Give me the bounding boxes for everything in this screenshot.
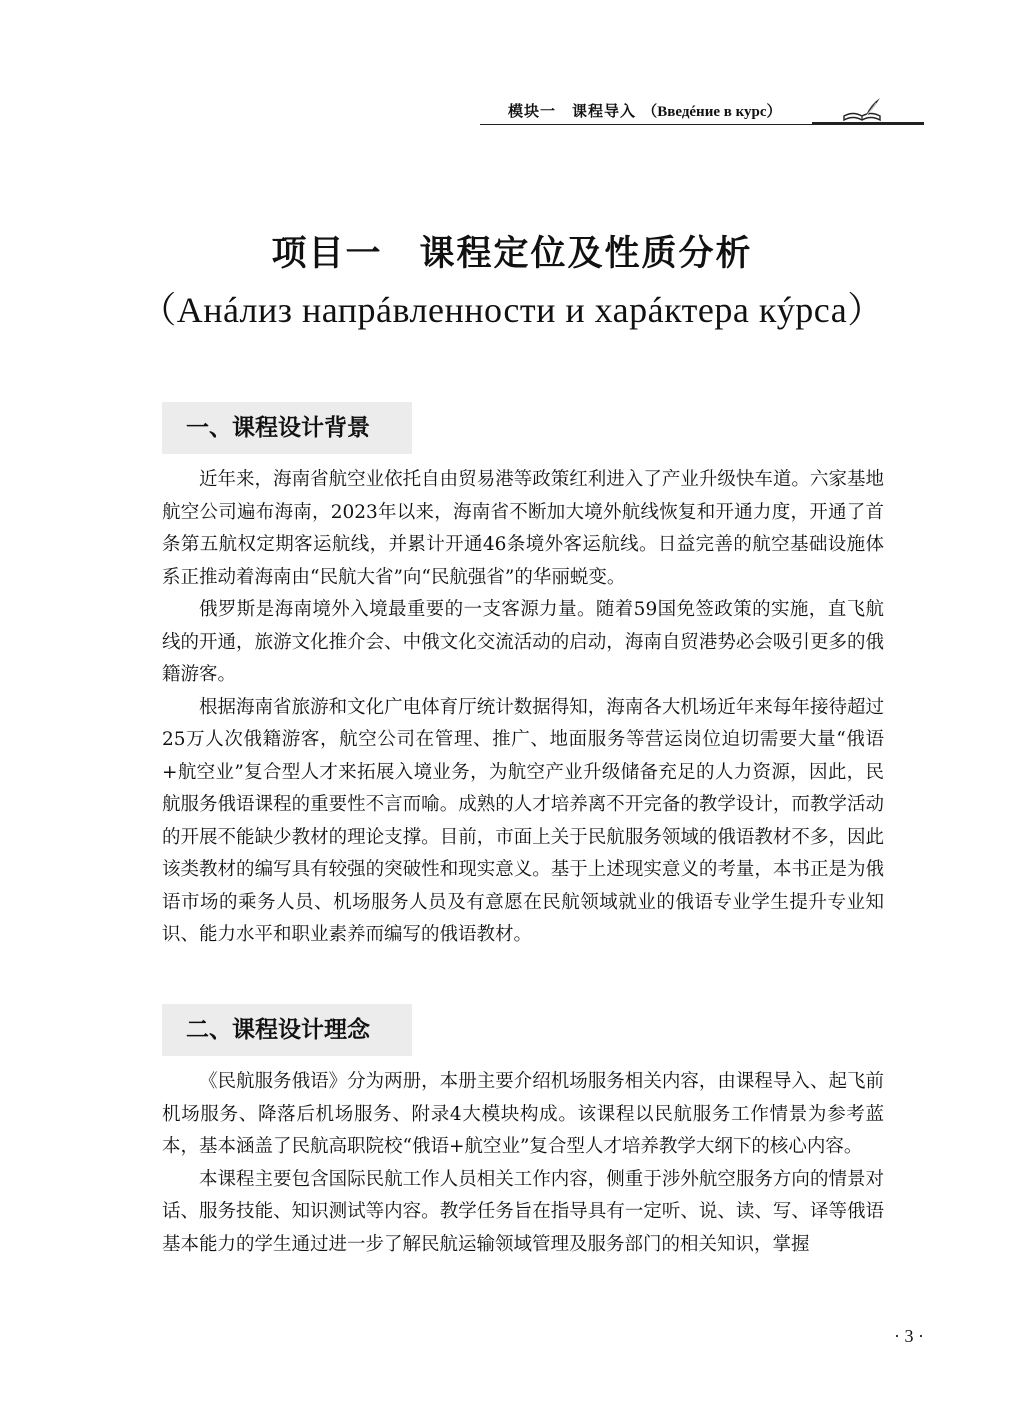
section-heading-background: 一、课程设计背景: [162, 402, 412, 454]
paragraph: 俄罗斯是海南境外入境最重要的一支客源力量。随着59国免签政策的实施，直飞航线的开通，旅游文化推介会、中俄文化交流活动的启动，海南自贸港势必会吸引更多的俄籍游客。: [162, 599, 884, 685]
paragraph: 本课程主要包含国际民航工作人员相关工作内容，侧重于涉外航空服务方向的情景对话、服务技能、知识测试等内容。教学任务旨在指导具有一定听、说、读、写、译等俄语基本能力的学生通过进一步了解民航运输领域管理及服务部门的相关知识，掌握: [162, 1168, 884, 1255]
running-header-russian: （Введéние в курс）: [642, 104, 782, 120]
section-heading-philosophy: 二、课程设计理念: [162, 1004, 412, 1056]
running-header: [480, 96, 924, 126]
paragraph: 根据海南省旅游和文化广电体育厅统计数据得知，海南各大机场近年来每年接待超过25万人次俄籍游客，航空公司在管理、推广、地面服务等营运岗位迫切需要大量“俄语+航空业”复合型人才来拓展入境业务，为航空产业升级储备充足的人力资源，因此，民航服务俄语课程的重要性不言而喻。成熟的人才培养离不开完备的教学设计，而教学活动的开展不能缺少教材的理论支撑。目前，市面上关于民航服务领域的俄语教材不多，因此该类教材的编写具有较强的突破性和现实意义。基于上述现实意义的考量，本书正是为俄语市场的乘务人员、机场服务人员及有意愿在民航领域就业的俄语专业学生提升专业知识、能力水平和职业素养而编写的俄语教材。: [162, 696, 884, 945]
project-title: 项目一 课程定位及性质分析: [271, 234, 753, 274]
page-number: · 3 ·: [894, 1326, 924, 1346]
section-body-background: [162, 464, 884, 952]
paragraph: 《民航服务俄语》分为两册，本册主要介绍机场服务相关内容，由课程导入、起飞前机场服务、降落后机场服务、附录4大模块构成。该课程以民航服务工作情景为参考蓝本，基本涵盖了民航高职院校“俄语+航空业”复合型人才培养教学大纲下的核心内容。: [162, 1071, 884, 1157]
paragraph: 近年来，海南省航空业依托自由贸易港等政策红利进入了产业升级快车道。六家基地航空公司遍布海南，2023年以来，海南省不断加大境外航线恢复和开通力度，开通了首条第五航权定期客运航线，并累计开通46条境外客运航线。日益完善的航空基础设施体系正推动着海南由“民航大省”向“民航强省”的华丽蜕变。: [162, 469, 884, 588]
project-subtitle: （Анáлиз напрáвленности и харáктера кýрса）: [140, 290, 884, 330]
running-header-module: 模块一 课程导入: [508, 102, 637, 120]
section-body-philosophy: [162, 1066, 884, 1261]
header-rule-accent: [812, 122, 924, 125]
open-book-quill-icon: [840, 96, 884, 124]
running-header-text: [508, 100, 782, 121]
